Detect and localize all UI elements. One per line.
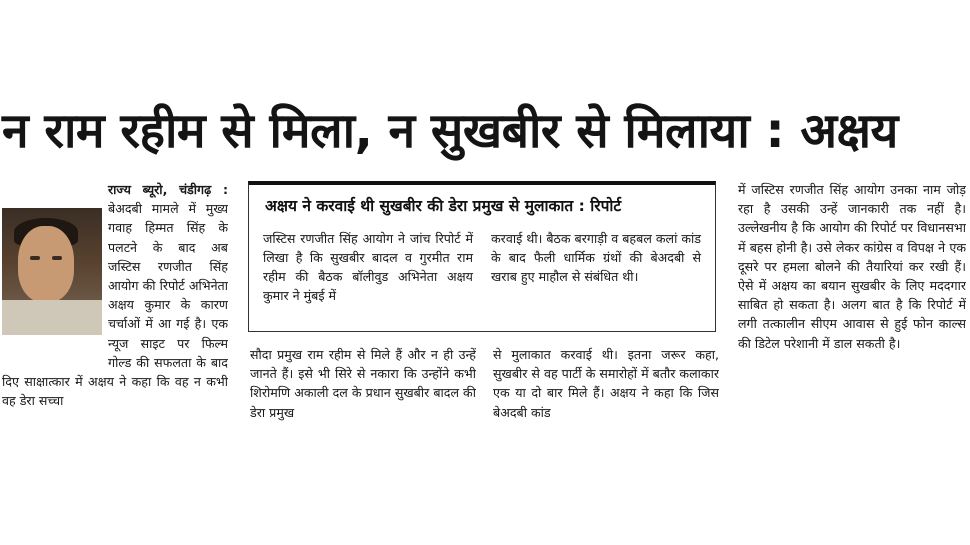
article-column-1 bbox=[2, 180, 228, 450]
box-col-1: जस्टिस रणजीत सिंह आयोग ने जांच रिपोर्ट में लिखा है कि सुखबीर बादल व गुरमीत राम रहीम की बैठक बॉलीवुड अभिनेता अक्षय कुमार ने मुंबई में bbox=[263, 231, 473, 303]
article-column-3: से मुलाकात करवाई थी। इतना जरूर कहा, सुखबीर से वह पार्टी के समारोहों में बतौर कलाकार एक या दो बार मिले हैं। अक्षय ने कहा कि जिस बेअदबी कांड bbox=[493, 347, 719, 420]
article-column-4: में जस्टिस रणजीत सिंह आयोग उनका नाम जोड़ रहा है उसकी उन्हें जानकारी तक नहीं है। उल्लेखनीय है कि आयोग की रिपोर्ट पर विधानसभा में बहस होनी है। उसे लेकर कांग्रेस व विपक्ष ने एक दूसरे पर हमला बोलने की तैयारियां कर रखी हैं। ऐसे में अक्षय का बयान सुखबीर के लिए मददगार साबित हो सकता है। अलग बात है कि रिपोर्ट में लगी तत्कालीन सीएम आवास से हुई फोन काल्स की डिटेल परेशानी में डाल सकती है। bbox=[738, 182, 966, 351]
article-column-2: सौदा प्रमुख राम रहीम से मिले हैं और न ही उन्हें जानते हैं। इसे भी सिरे से नकारा कि उन्होंने कभी शिरोमणि अकाली दल के प्रधान सुखबीर बादल की डेरा प्रमुख bbox=[250, 347, 476, 420]
headline: न राम रहीम से मिला, न सुखबीर से मिलाया : अक्षय bbox=[2, 103, 898, 159]
box-title: अक्षय ने करवाई थी सुखबीर की डेरा प्रमुख से मुलाकात : रिपोर्ट bbox=[265, 197, 622, 215]
col1-text: बेअदबी मामले में मुख्य गवाह हिम्मत सिंह के पलटने के बाद अब जस्टिस रणजीत सिंह आयोग की रिपोर्ट अभिनेता अक्षय कुमार के कारण चर्चाओं में आ गई है। एक न्यूज साइट पर फिल्म गोल्ड की सफलता के बाद दिए साक्षात्कार में अक्षय ने कहा कि वह न कभी वह डेरा सच्चा bbox=[2, 201, 228, 409]
box-col-2: करवाई थी। बैठक बरगाड़ी व बहबल कलां कांड के बाद फैली धार्मिक ग्रंथों की बेअदबी से खराब हुए माहौल से संबंधित थी। bbox=[491, 231, 702, 284]
sidebar-box bbox=[248, 181, 716, 332]
photo-spacer bbox=[2, 206, 108, 361]
byline: राज्य ब्यूरो, चंडीगढ़ : bbox=[108, 182, 228, 197]
